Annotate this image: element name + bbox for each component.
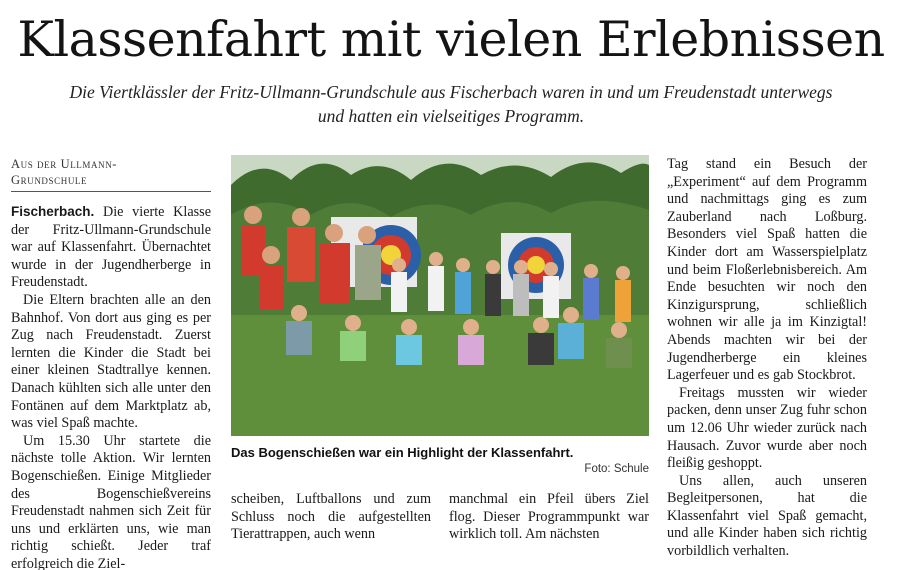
kicker-line-2: Grundschule bbox=[11, 173, 88, 187]
group-photo bbox=[231, 155, 649, 436]
headline: Klassenfahrt mit vielen Erlebnissen bbox=[17, 11, 885, 68]
paragraph-3: Um 15.30 Uhr startete die nächste tolle Aktion. Wir lernten Bogenschießen. Einige Mitglieder des Bogenschießvereins Freudenstadt nahmen sich Zeit für uns und erklärten uns, wie man richtig schießt. Jeder traf erfolgreich die Ziel- bbox=[11, 432, 211, 570]
paragraph-1-text: Die vierte Klasse der Fritz-Ullmann-Grundschule war auf Klassenfahrt. Übernachtet wurde in der Jugendherberge in Freudenstadt. bbox=[11, 204, 211, 291]
dateline: Fischerbach. bbox=[11, 204, 95, 219]
article-column-2 bbox=[231, 491, 431, 544]
kicker-line-1: Aus der Ullmann- bbox=[11, 157, 118, 171]
article-column-3 bbox=[449, 491, 649, 544]
article-column-4 bbox=[667, 156, 867, 561]
photo-credit: Foto: Schule bbox=[584, 463, 649, 475]
section-kicker bbox=[11, 156, 211, 192]
photo-illustration bbox=[231, 155, 649, 436]
column-4-paragraph-1: Tag stand ein Besuch der „Experiment“ auf dem Programm und nachmittags ging es zum Zauberland nach Loßburg. Besonders viel Spaß hatten die Kinder dort am Wasserspielplatz und beim Floßerlebnisbereich. Am Ende besuchten wir noch den Kinzigursprung, schließlich wohnen wir alle ja im Kinzigtal! Abends machten wir bei der Jugendherberge ein kleines Lagerfeuer und es gab Stockbrot. bbox=[667, 156, 867, 384]
subheadline: Die Viertklässler der Fritz-Ullmann-Grundschule aus Fischerbach waren in und um Freudenstadt unterwegs und hatten ein vielseitiges Programm. bbox=[69, 82, 833, 126]
photo-caption: Das Bogenschießen war ein Highlight der Klassenfahrt. bbox=[231, 445, 574, 460]
column-4-paragraph-3: Uns allen, auch unseren Begleitpersonen, hat die Klassenfahrt viel Spaß gemacht, und alle Kinder haben sich richtig vorbildlich verhalten. bbox=[667, 472, 867, 560]
article-column-1 bbox=[11, 203, 211, 570]
target-2-center bbox=[527, 256, 545, 274]
column-4-paragraph-2: Freitags mussten wir wieder packen, denn unser Zug fuhr schon um 12.06 Uhr wieder zurück nach Hausach. Zuvor wurde aber noch fleißig geshoppt. bbox=[667, 384, 867, 472]
paragraph-1 bbox=[11, 203, 211, 292]
column-3-text: manchmal ein Pfeil übers Ziel flog. Dieser Programmpunkt war wirklich toll. Am nächsten bbox=[449, 491, 649, 543]
column-2-text: scheiben, Luftballons und zum Schluss noch die aufgestellten Tierattrappen, auch wenn bbox=[231, 491, 431, 543]
paragraph-2: Die Eltern brachten alle an den Bahnhof. Von dort aus ging es per Zug nach Freudenstadt. Zuerst lernten die Kinder die Stadt bei einer kleinen Stadtrallye kennen. Danach kühlten sich alle unter den Fontänen auf dem Marktplatz ab, was viel Spaß machte. bbox=[11, 291, 211, 432]
